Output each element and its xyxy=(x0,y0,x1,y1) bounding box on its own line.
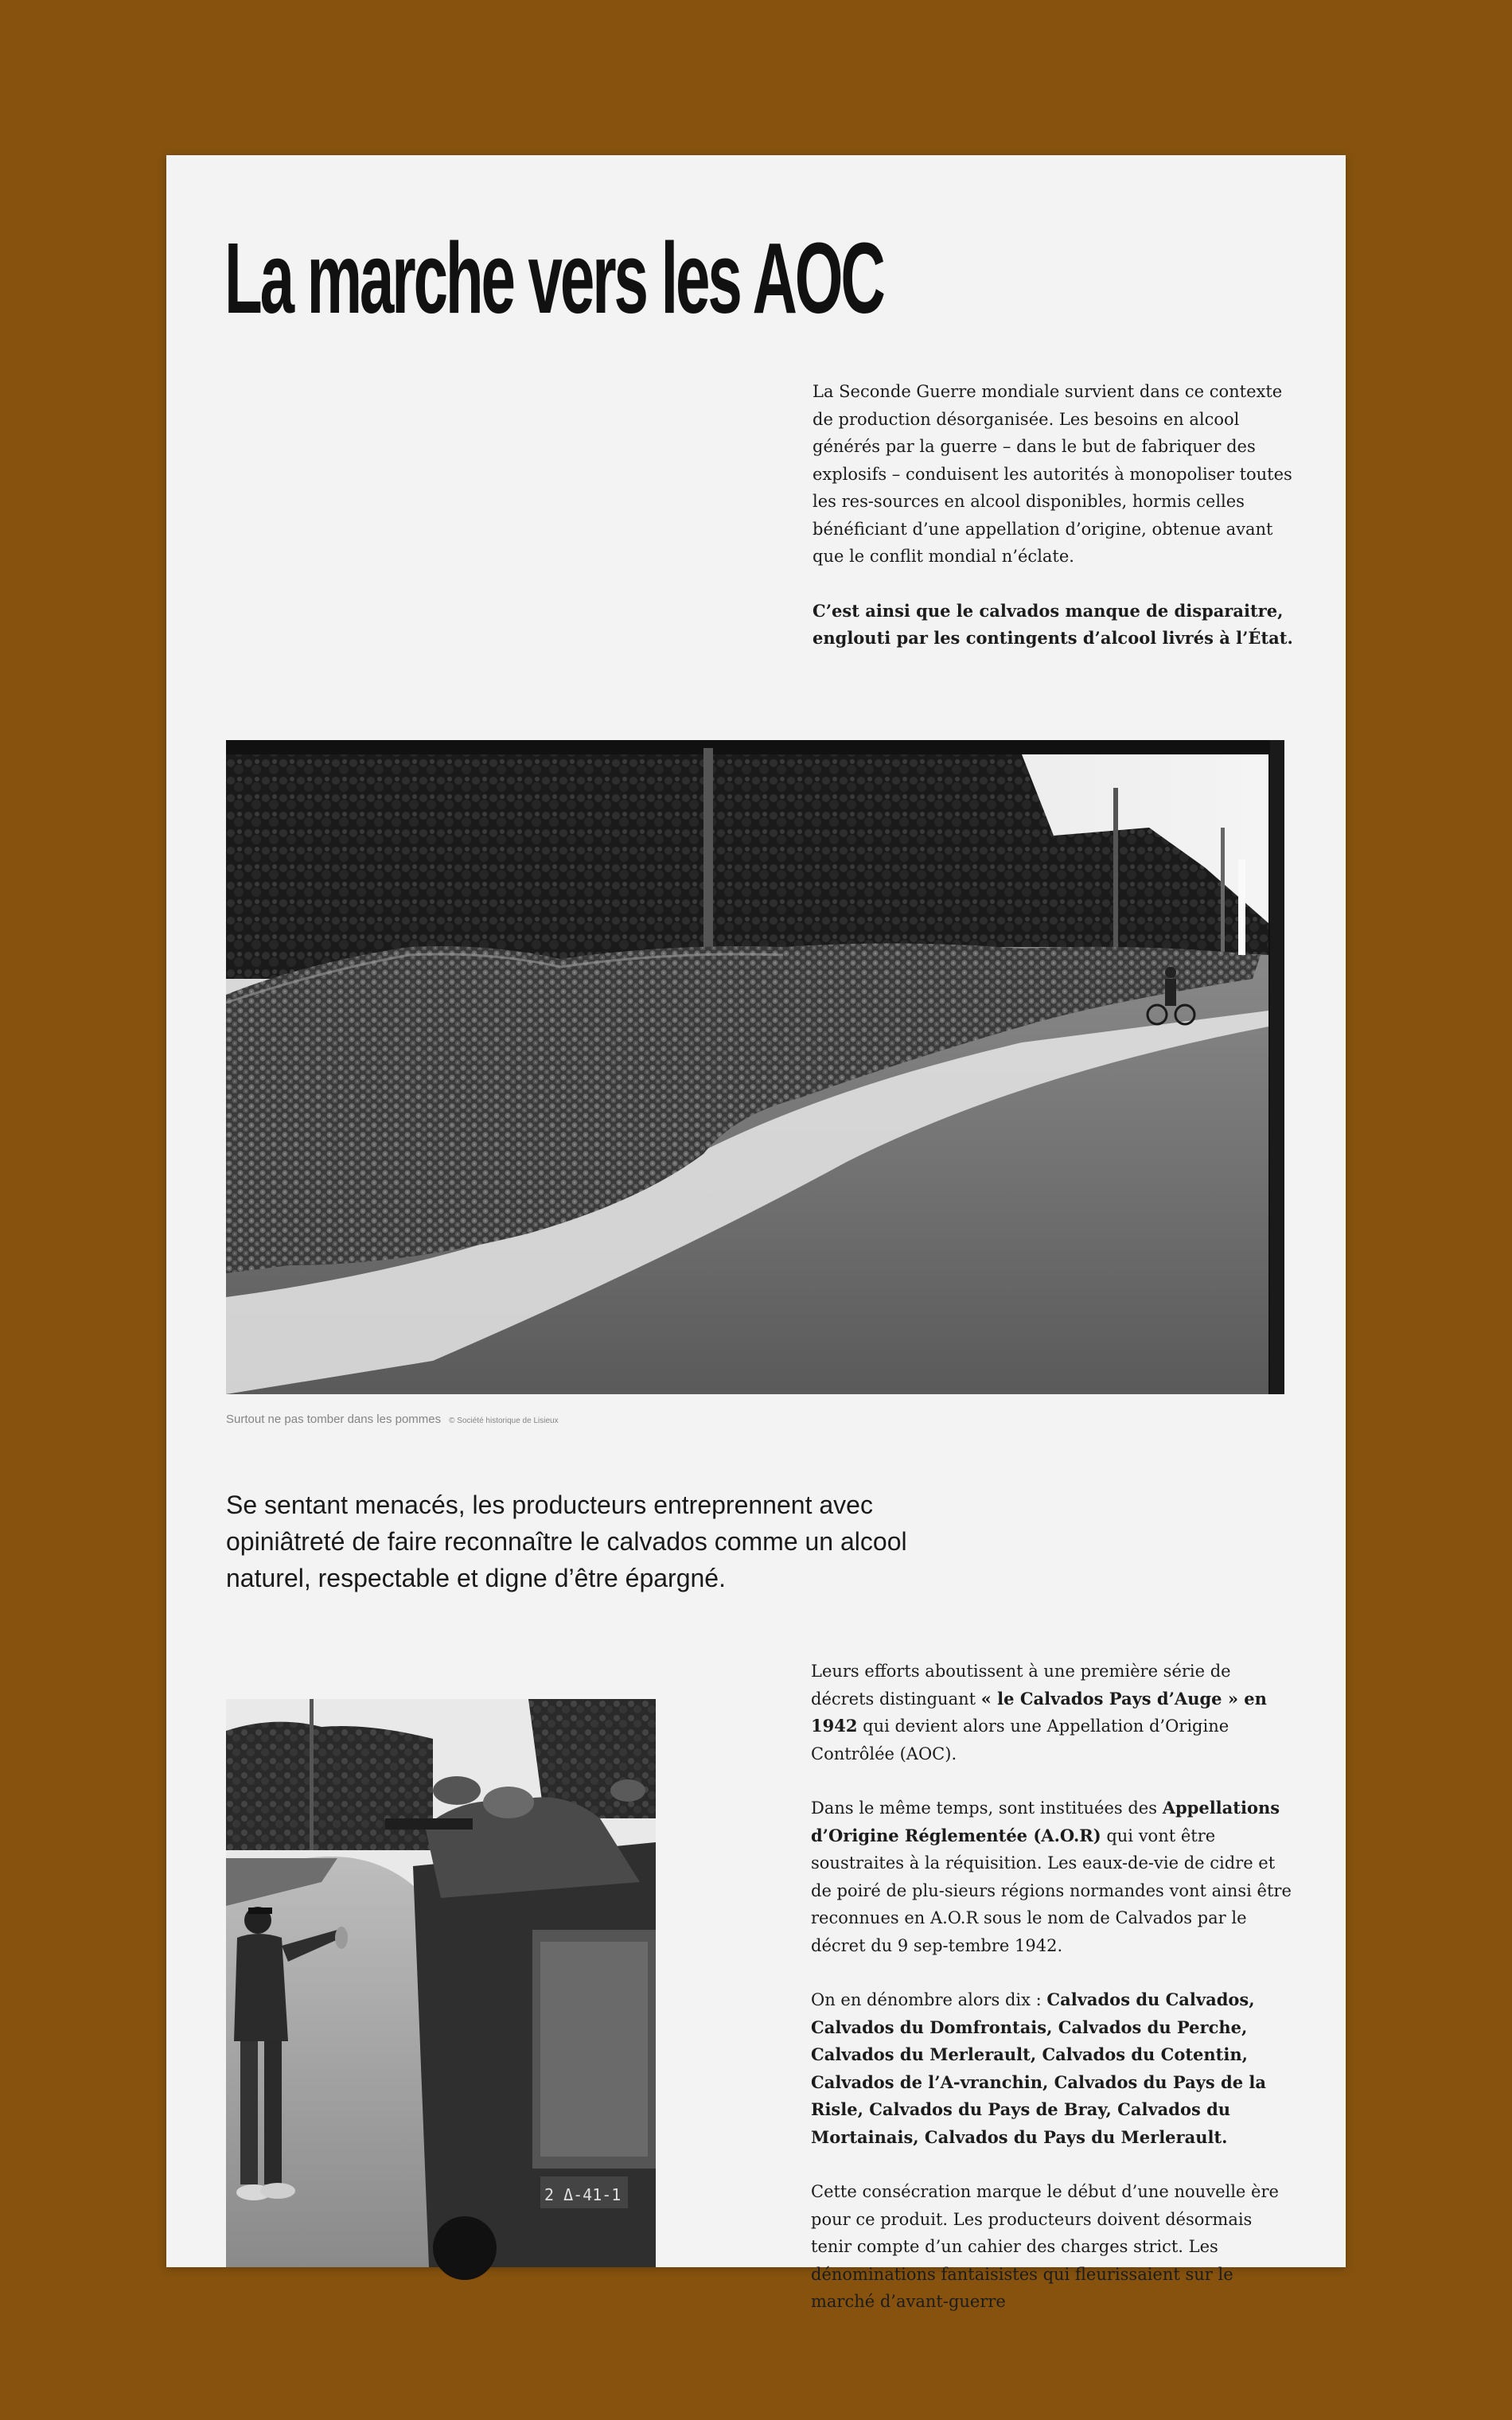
text-run-bold: Calvados du Calvados, Calvados du Domfrontais, Calvados du Perche, Calvados du Merlerault, Calvados du Cotentin, Calvados de l’A-vranchin, Calvados du Pays de la Risle, Calvados du Pays de Bray, Calvados du Mortainais, Calvados du Pays du Merlerault. xyxy=(811,1989,1266,2147)
text-run-bold: Appellations d’Origine Réglementée (A.O.R) xyxy=(811,1798,1280,1845)
text-run: qui devient alors une Appellation d’Origine Contrôlée (AOC). xyxy=(811,1717,1229,1763)
page-title: La marche vers les AOC xyxy=(224,222,883,334)
article-page xyxy=(166,155,1346,2311)
intro-highlight: C’est ainsi que le calvados manque de disparaitre, englouti par les contingents d’alcool livrés à l’État. xyxy=(813,600,1293,648)
lead-paragraph: Se sentant menacés, les producteurs entreprennent avec opiniâtreté de faire reconnaître le calvados comme un alcool naturel, respectable et digne d’être épargné. xyxy=(226,1491,907,1592)
text-run: qui vont être soustraites à la réquisition. Les eaux-de-vie de cidre et de poiré de plu-sieurs régions normandes vont ainsi être reconnues en A.O.R sous le nom de Calvados par le décret du 9 sep-tembre 1942. xyxy=(811,1826,1292,1955)
body-text xyxy=(811,1658,1298,2343)
body-paragraph-2 xyxy=(811,1795,1298,1959)
body-paragraph-4: Cette consécration marque le début d’une nouvelle ère pour ce produit. Les producteurs doivent désormais tenir compte d’un cahier des charges strict. Les dénominations fantaisistes qui fleurissaient sur le marché d’avant-guerre xyxy=(811,2182,1279,2311)
intro-text xyxy=(813,378,1298,680)
body-paragraph-1 xyxy=(811,1658,1298,1767)
text-run: Dans le même temps, sont instituées des xyxy=(811,1798,1163,1818)
text-run: On en dénombre alors dix : xyxy=(811,1990,1047,2009)
apple-piles-photo xyxy=(226,740,1284,1394)
photo-credit: © Société historique de Lisieux xyxy=(449,1417,559,1425)
soldiers-photo xyxy=(226,1699,656,2267)
photo-caption xyxy=(226,1413,559,1426)
text-run: Leurs efforts aboutissent à une première série de décrets distinguant xyxy=(811,1662,1231,1709)
intro-paragraph: La Seconde Guerre mondiale survient dans ce contexte de production désorganisée. Les besoins en alcool générés par la guerre – dans le but de fabriquer des explosifs – conduisent les autorités à monopoliser toutes les res-sources en alcool disponibles, hormis celles bénéficiant d’une appellation d’origine, obtenue avant que le conflit mondial n’éclate. xyxy=(813,382,1292,566)
body-paragraph-3 xyxy=(811,1986,1298,2151)
caption-text: Surtout ne pas tomber dans les pommes xyxy=(226,1413,442,1426)
text-run-bold: « le Calvados Pays d’Auge » en 1942 xyxy=(811,1688,1267,1736)
vehicle-plate: 2 Δ-41-1 xyxy=(544,2185,622,2204)
